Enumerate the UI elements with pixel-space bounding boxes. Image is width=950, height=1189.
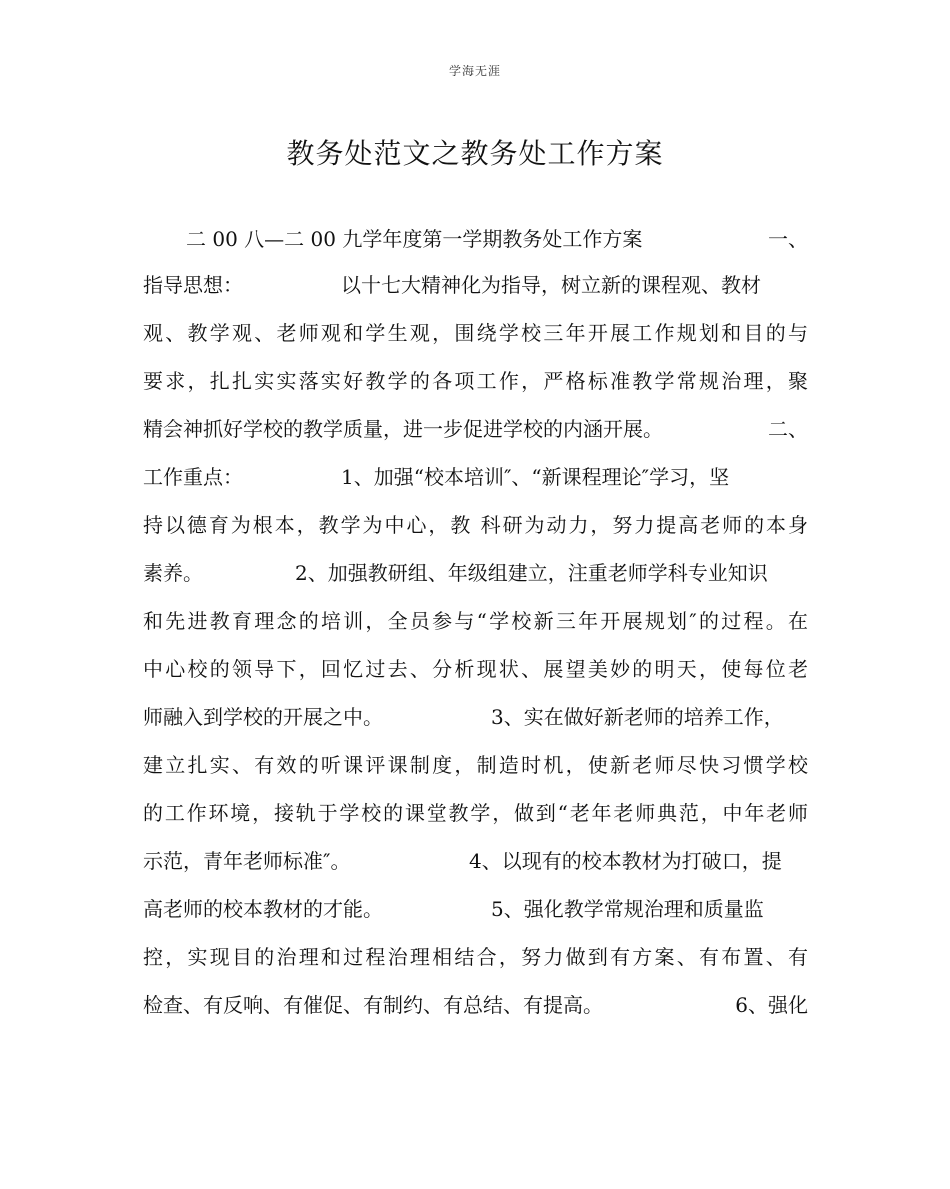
text-segment: 精会神抓好学校的教学质量，进一步促进学校的内涵开展。	[143, 417, 663, 441]
text-segment: 高老师的校本教材的才能。	[143, 897, 383, 921]
text-line: 持以德育为根本，教学为中心，教 科研为动力，努力提高老师的本身	[143, 513, 808, 537]
text-line	[143, 894, 808, 924]
text-segment: 6、强化	[735, 993, 808, 1017]
text-segment: 检查、有反响、有催促、有制约、有总结、有提高。	[143, 993, 603, 1017]
page-header: 学海无涯	[448, 64, 501, 78]
text-segment: 素养。	[143, 561, 203, 585]
text-segment: 以十七大精神化为指导，树立新的课程观、教材	[341, 273, 761, 297]
text-line: 和先进教育理念的培训，全员参与“学校新三年开展规划″的过程。在	[143, 609, 808, 633]
text-line: 控，实现目的治理和过程治理相结合，努力做到有方案、有布置、有	[143, 945, 808, 969]
text-line	[143, 462, 808, 492]
text-segment: 师融入到学校的开展之中。	[143, 705, 383, 729]
text-line	[143, 224, 808, 254]
text-line	[143, 846, 808, 876]
section-number: 一、	[768, 227, 808, 251]
section-heading: 指导思想：	[143, 273, 243, 297]
text-line: 观、教学观、老师观和学生观，围绕学校三年开展工作规划和目的与	[143, 321, 808, 345]
text-line: 的工作环境，接轨于学校的课堂教学，做到“老年老师典范，中年老师	[143, 801, 808, 825]
text-segment: 2、加强教研组、年级组建立，注重老师学科专业知识	[295, 561, 768, 585]
text-segment: 3、实在做好新老师的培养工作，	[491, 705, 784, 729]
text-line: 中心校的领导下，回忆过去、分析现状、展望美妙的明天，使每位老	[143, 657, 808, 681]
text-segment: 1、加强“校本培训″、“新课程理论″学习，坚	[341, 465, 730, 489]
text-line: 建立扎实、有效的听课评课制度，制造时机，使新老师尽快习惯学校	[143, 753, 808, 777]
section-heading: 工作重点：	[143, 465, 243, 489]
text-line	[143, 270, 808, 300]
section-number: 二、	[768, 417, 808, 441]
text-line	[143, 990, 808, 1020]
text-line	[143, 558, 808, 588]
text-segment: 示范，青年老师标准″。	[143, 849, 351, 873]
text-line	[143, 414, 808, 444]
text-segment: 4、以现有的校本教材为打破口，提	[469, 849, 782, 873]
document-title: 教务处范文之教务处工作方案	[286, 137, 664, 170]
text-line: 要求，扎扎实实落实好教学的各项工作，严格标准教学常规治理，聚	[143, 369, 808, 393]
text-segment: 5、强化教学常规治理和质量监	[491, 897, 764, 921]
text-line	[143, 702, 808, 732]
text-segment: 二 00 八—二 00 九学年度第一学期教务处工作方案	[186, 227, 643, 251]
